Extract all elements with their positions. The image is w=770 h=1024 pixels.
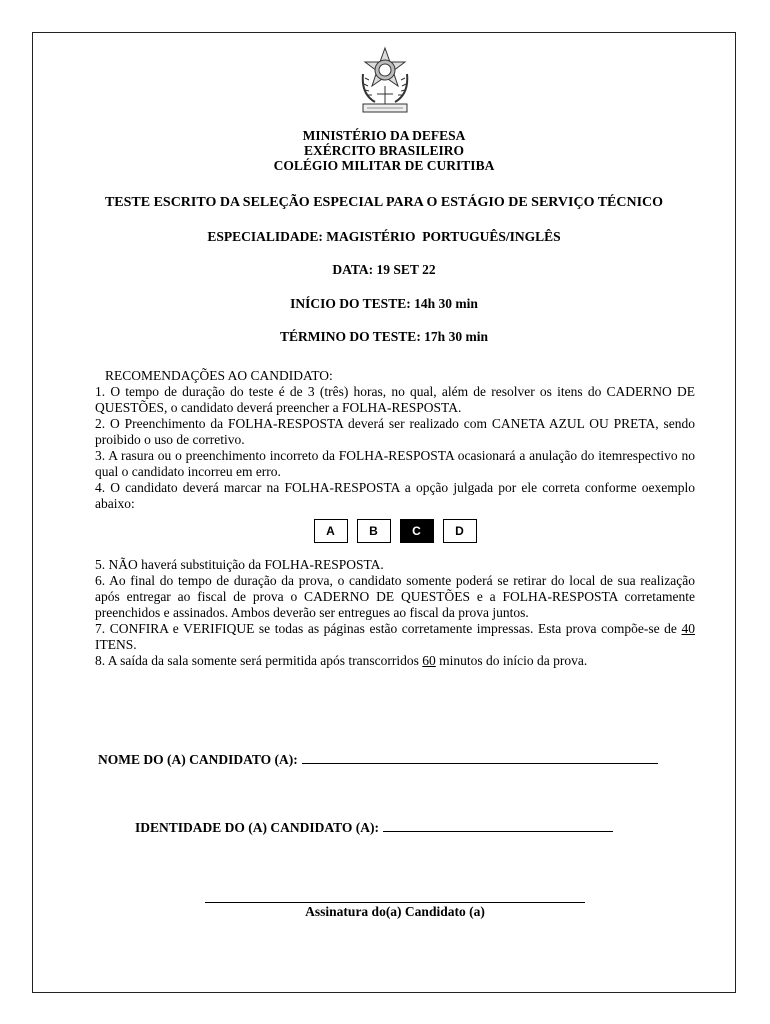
recommendation-1: 1. O tempo de duração do teste é de 3 (três) horas, no qual, além de resolver os itens do CADERNO DE QUESTÕES, o candidato deverá preencher a FOLHA-RESPOSTA.	[95, 384, 695, 415]
minutes-count: 60	[422, 653, 436, 668]
recommendations-title: RECOMENDAÇÕES AO CANDIDATO:	[105, 368, 333, 383]
candidate-id-label: IDENTIDADE DO (A) CANDIDATO (A):	[135, 820, 380, 835]
date-line: DATA: 19 SET 22	[332, 262, 436, 277]
recommendation-7-end: ITENS.	[95, 637, 137, 652]
option-c-box-selected: C	[400, 519, 434, 543]
recommendation-6: 6. Ao final do tempo de duração da prova, o candidato somente poderá se retirar do local de sua realização após entregar ao fiscal de prova o CADERNO DE QUESTÕES e a FOLHA-RESPOSTA corretamente preenchidos e assinados. Ambos deverão ser entregues ao fiscal da prova juntos.	[95, 573, 695, 620]
candidate-name-label: NOME DO (A) CANDIDATO (A):	[98, 752, 298, 767]
recommendation-4: 4. O candidato deverá marcar na FOLHA-RESPOSTA a opção julgada por ele correta conforme oexemplo abaixo:	[95, 480, 695, 511]
option-b-box: B	[357, 519, 391, 543]
army-line: EXÉRCITO BRASILEIRO	[304, 143, 464, 158]
option-d-box: D	[443, 519, 477, 543]
recommendation-3: 3. A rasura ou o preenchimento incorreto da FOLHA-RESPOSTA ocasionará a anulação do itemrespectivo no qual o candidato incorreu em erro.	[95, 448, 695, 479]
recommendation-5: 5. NÃO haverá substituição da FOLHA-RESPOSTA.	[95, 557, 384, 572]
specialty-line: ESPECIALIDADE: MAGISTÉRIO PORTUGUÊS/INGLÊS	[207, 229, 561, 244]
institution-header	[32, 128, 736, 173]
candidate-name-field[interactable]	[98, 752, 658, 768]
candidate-id-field[interactable]	[135, 820, 613, 836]
end-time-line: TÉRMINO DO TESTE: 17h 30 min	[280, 329, 488, 344]
brazil-coat-of-arms-icon	[355, 44, 415, 122]
signature-line[interactable]	[205, 902, 585, 903]
recommendation-7-text: 7. CONFIRA e VERIFIQUE se todas as páginas estão corretamente impressas. Esta prova compõe-se de	[95, 621, 682, 636]
recommendation-8	[95, 653, 695, 669]
school-line: COLÉGIO MILITAR DE CURITIBA	[273, 158, 495, 173]
test-title: TESTE ESCRITO DA SELEÇÃO ESPECIAL PARA O ESTÁGIO DE SERVIÇO TÉCNICO	[104, 195, 664, 210]
signature-label: Assinatura do(a) Candidato (a)	[305, 904, 485, 919]
candidate-id-line[interactable]	[383, 830, 613, 832]
candidate-name-line[interactable]	[302, 762, 658, 764]
recommendation-8-text: 8. A saída da sala somente será permitida após transcorridos	[95, 653, 423, 668]
recommendation-8-end: minutos do início da prova.	[435, 653, 588, 668]
answer-example	[95, 519, 695, 543]
option-a-box: A	[314, 519, 348, 543]
recommendation-7	[95, 621, 695, 653]
recommendation-2: 2. O Preenchimento da FOLHA-RESPOSTA deverá ser realizado com CANETA AZUL OU PRETA, sendo proibido o uso de corretivo.	[95, 416, 695, 447]
start-time-line: INÍCIO DO TESTE: 14h 30 min	[290, 296, 478, 311]
ministry-line: MINISTÉRIO DA DEFESA	[302, 128, 466, 143]
recommendations-section	[95, 368, 695, 669]
item-count: 40	[681, 621, 695, 636]
